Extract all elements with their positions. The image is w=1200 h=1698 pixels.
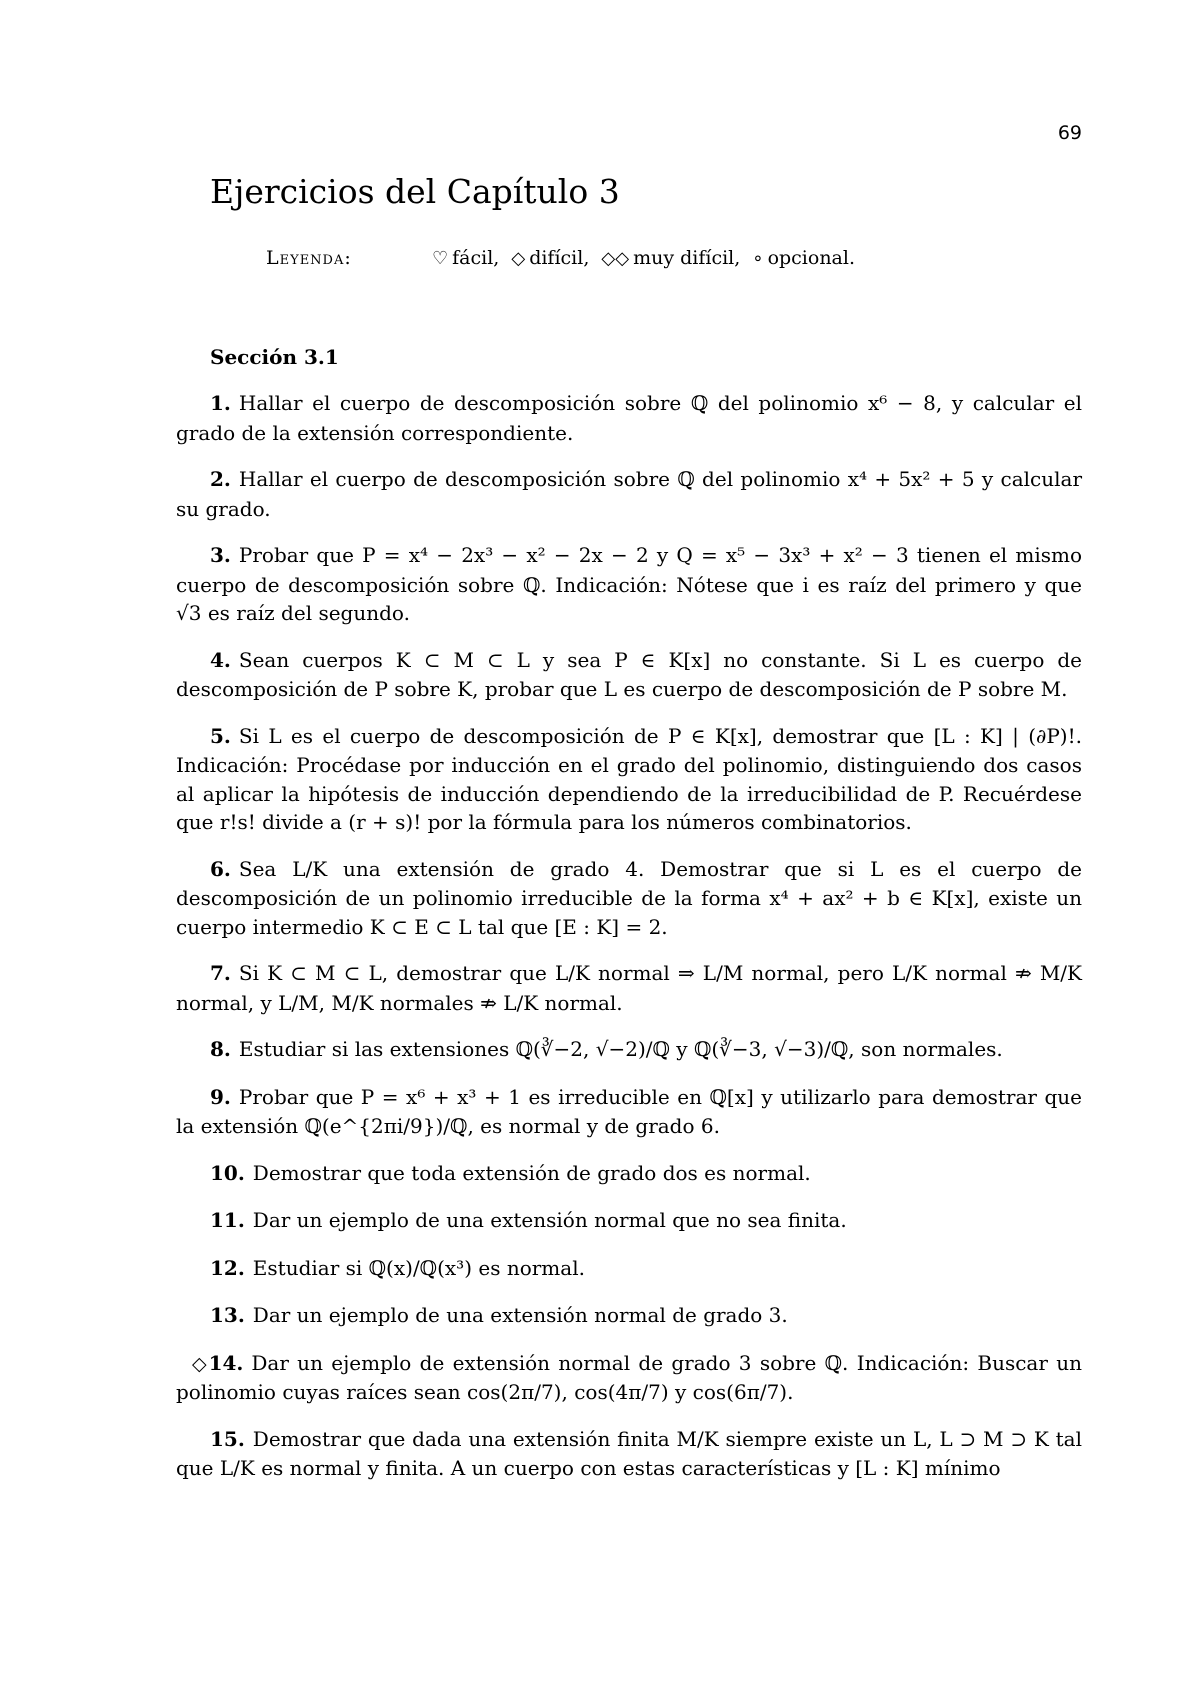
exercise bbox=[176, 855, 1082, 942]
legend-text: opcional. bbox=[767, 247, 856, 269]
exercise-number: 4. bbox=[210, 647, 231, 672]
exercise-text: Probar que P = x⁶ + x³ + 1 es irreducible en ℚ[x] y utilizarlo para demostrar que la extensión ℚ(e^{2πi/9})/ℚ, es normal y de grado 6. bbox=[176, 1084, 1082, 1138]
exercise-text: Estudiar si ℚ(x)/ℚ(x³) es normal. bbox=[252, 1255, 585, 1280]
content bbox=[176, 345, 1082, 1501]
legend bbox=[266, 247, 867, 269]
exercise bbox=[176, 389, 1082, 447]
exercise-number: 8. bbox=[210, 1037, 231, 1061]
exercise bbox=[176, 722, 1082, 837]
circle-icon: ∘ bbox=[752, 248, 764, 269]
legend-item-very-hard bbox=[601, 247, 740, 269]
exercise bbox=[176, 1083, 1082, 1141]
exercise-number: 7. bbox=[210, 961, 231, 985]
legend-text: fácil, bbox=[452, 247, 500, 269]
exercise-number: 2. bbox=[210, 467, 231, 491]
exercise-text: Dar un ejemplo de una extensión normal de grado 3. bbox=[252, 1303, 788, 1327]
exercise bbox=[176, 959, 1082, 1017]
exercise-text: Estudiar si las extensiones ℚ(∛−2, √−2)/ℚ y ℚ(∛−3, √−3)/ℚ, son normales. bbox=[238, 1037, 1003, 1061]
exercise-text: Dar un ejemplo de una extensión normal que no sea finita. bbox=[252, 1208, 847, 1232]
exercise-number: 10. bbox=[210, 1160, 245, 1185]
exercise-text: Sean cuerpos K ⊂ M ⊂ L y sea P ∈ K[x] no constante. Si L es cuerpo de descomposición de P sobre K, probar que L es cuerpo de descomposición de P sobre M. bbox=[176, 647, 1082, 701]
exercise bbox=[176, 1301, 1082, 1331]
exercise-number: 13. bbox=[210, 1303, 245, 1327]
double-diamond-icon: ◇◇ bbox=[601, 248, 630, 269]
page-number: 69 bbox=[1057, 122, 1082, 144]
legend-label: Leyenda: bbox=[266, 247, 352, 269]
legend-item-hard bbox=[511, 247, 589, 269]
exercise-text: Hallar el cuerpo de descomposición sobre ℚ del polinomio x⁴ + 5x² + 5 y calcular su grado. bbox=[176, 467, 1082, 521]
exercise-number: 11. bbox=[210, 1208, 245, 1232]
exercise bbox=[176, 1035, 1082, 1065]
exercise bbox=[176, 1206, 1082, 1236]
exercise-text: Hallar el cuerpo de descomposición sobre ℚ del polinomio x⁶ − 8, y calcular el grado de la extensión correspondiente. bbox=[176, 391, 1082, 445]
exercise-number: 9. bbox=[210, 1084, 231, 1109]
diamond-icon: ◇ bbox=[511, 248, 526, 269]
legend-text: muy difícil, bbox=[633, 247, 741, 269]
legend-item-easy bbox=[432, 247, 499, 269]
legend-text: difícil, bbox=[529, 247, 590, 269]
exercise-text: Si K ⊂ M ⊂ L, demostrar que L/K normal ⇒ L/M normal, pero L/K normal ⇏ M/K normal, y L/M, M/K normales ⇏ L/K normal. bbox=[176, 961, 1082, 1015]
exercise-number: 15. bbox=[210, 1426, 245, 1451]
exercise-text: Demostrar que dada una extensión finita M/K siempre existe un L, L ⊃ M ⊃ K tal que L/K es normal y finita. A un cuerpo con estas características y [L : K] mínimo bbox=[176, 1426, 1082, 1480]
exercise-text: Si L es el cuerpo de descomposición de P ∈ K[x], demostrar que [L : K] | (∂P)!. Indicación: Procédase por inducción en el grado del polinomio, distinguiendo dos casos al aplicar la hipótesis de inducción dependiendo de la irreducibilidad de P. Recuérdese que r!s! divide a (r + s)! por la fórmula para los números combinatorios. bbox=[176, 723, 1082, 834]
chapter-title: Ejercicios del Capítulo 3 bbox=[210, 172, 620, 211]
exercise bbox=[176, 1349, 1082, 1407]
exercise-number: 1. bbox=[210, 391, 231, 415]
exercise bbox=[176, 1159, 1082, 1189]
diamond-icon: ◇ bbox=[192, 1352, 209, 1375]
exercise-number: 5. bbox=[210, 723, 231, 748]
section-title: Sección 3.1 bbox=[210, 345, 339, 369]
exercise-text: Demostrar que toda extensión de grado dos es normal. bbox=[252, 1160, 811, 1185]
exercise-number: 12. bbox=[210, 1255, 245, 1280]
exercise-text: Sea L/K una extensión de grado 4. Demostrar que si L es el cuerpo de descomposición de un polinomio irreducible de la forma x⁴ + ax² + b ∈ K[x], existe un cuerpo intermedio K ⊂ E ⊂ L tal que [E : K] = 2. bbox=[176, 856, 1082, 939]
exercise-number: 6. bbox=[210, 856, 231, 881]
exercise bbox=[176, 1254, 1082, 1284]
exercise bbox=[176, 541, 1082, 628]
heart-icon: ♡ bbox=[432, 248, 449, 269]
exercise-text: Dar un ejemplo de extensión normal de grado 3 sobre ℚ. Indicación: Buscar un polinomio cuyas raíces sean cos(2π/7), cos(4π/7) y cos(6π/7). bbox=[176, 1350, 1082, 1404]
exercise-number: 3. bbox=[210, 543, 231, 567]
exercise bbox=[176, 465, 1082, 523]
exercise bbox=[176, 1425, 1082, 1483]
legend-item-optional bbox=[752, 247, 855, 269]
exercise-number: 14. bbox=[208, 1350, 244, 1375]
exercise-text: Probar que P = x⁴ − 2x³ − x² − 2x − 2 y Q = x⁵ − 3x³ + x² − 3 tienen el mismo cuerpo de descomposición sobre ℚ. Indicación: Nótese que i es raíz del primero y que √3 es raíz del segundo. bbox=[176, 543, 1082, 625]
exercise bbox=[176, 646, 1082, 704]
